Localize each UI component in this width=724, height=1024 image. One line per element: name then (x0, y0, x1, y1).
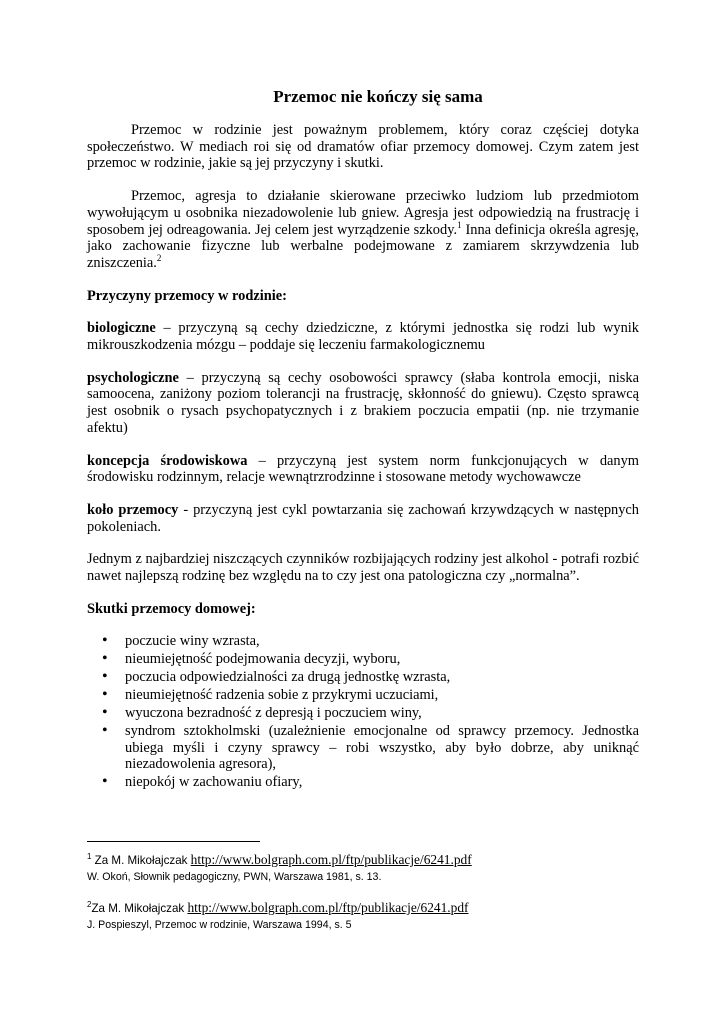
footnote-mark: 2 (87, 900, 92, 910)
footnote-link[interactable]: http://www.bolgraph.com.pl/ftp/publikacje/6241.pdf (190, 852, 472, 867)
list-item: • nieumiejętność radzenia sobie z przykrymi uczuciami, (87, 687, 639, 704)
footnote-separator (87, 841, 260, 842)
intro-paragraph-1: Przemoc w rodzinie jest poważnym problemem, który coraz częściej dotyka społeczeństwo. W mediach roi się od dramatów ofiar przemocy domowej. Czym zatem jest przemoc w rodzinie, jakie są jej przyczyny i skutki. (87, 122, 639, 172)
footnote-prefix: Za M. Mikołajczak (91, 854, 191, 867)
document-body (87, 86, 639, 792)
footnotes (87, 841, 647, 933)
footnote-mark: 1 (87, 852, 92, 862)
intro-paragraph-2-part-b: Inna definicja określa agresję, jako zachowanie fizyczne lub werbalne podejmowane z zamiarem skrzywdzenia lub zniszczenia. (87, 221, 639, 271)
cause-text: – przyczyną są cechy dziedziczne, z którymi jednostka się rodzi lub wynik mikrouszkodzenia mózgu – poddaje się leczeniu farmakologicznemu (87, 320, 639, 354)
cause-term: biologiczne (87, 320, 156, 337)
cause-term: koło przemocy (87, 501, 179, 518)
cause-environmental (87, 453, 639, 486)
footnote-link[interactable]: http://www.bolgraph.com.pl/ftp/publikacje/6241.pdf (187, 900, 469, 915)
cause-violence-cycle (87, 502, 639, 535)
effects-list (87, 633, 639, 790)
cause-psychological (87, 370, 639, 437)
list-item: • nieumiejętność podejmowania decyzji, wyboru, (87, 651, 639, 668)
document-title: Przemoc nie kończy się sama (273, 87, 483, 106)
intro-paragraph-2-part-a: Przemoc, agresja to działanie skierowane przeciwko ludziom lub przedmiotom wywołującym u osobnika niezadowolenie lub gniew. Agresja jest odpowiedzią na frustrację i sposobem jej odreagowania. Jej celem jest wyrządzenie szkody. (87, 188, 639, 238)
footnote-1 (87, 852, 647, 869)
list-item: • syndrom sztokholmski (uzależnienie emocjonalne od sprawcy przemocy. Jednostka ubiega myśli i czyny sprawcy – robi wszystko, aby było dobrze, aby uniknąć niezadowolenia agresora), (87, 723, 639, 773)
effects-heading: Skutki przemocy domowej: (87, 600, 256, 617)
cause-biological (87, 320, 639, 353)
footnote-ref-2[interactable]: 2 (156, 253, 162, 264)
cause-text: - przyczyną jest cykl powtarzania się zachowań krzywdzących w następnych pokoleniach. (87, 501, 639, 535)
cause-term: koncepcja środowiskowa (87, 452, 248, 469)
cause-term: psychologiczne (87, 369, 179, 386)
footnote-ref-1[interactable]: 1 (457, 219, 462, 230)
list-item: • poczucie winy wzrasta, (87, 633, 639, 650)
footnote-2 (87, 900, 647, 917)
cause-text: – przyczyną są cechy osobowości sprawcy (słaba kontrola emocji, niska samoocena, zaniżony poziom tolerancji na frustrację, skłonność do gniewu). Często sprawcą jest osobnik o rysach psychopatycznych i z brakiem poczucia empatii (np. nie trzymanie afektu) (87, 369, 639, 436)
cause-text: – przyczyną jest system norm funkcjonujących w danym środowisku rodzinnym, relacje wewnątrzrodzinne i stosowane metody wychowawcze (87, 452, 639, 486)
footnote-1-source: W. Okoń, Słownik pedagogiczny, PWN, Warszawa 1981, s. 13. (87, 871, 382, 883)
list-item: • niepokój w zachowaniu ofiary, (87, 774, 639, 791)
causes-heading: Przyczyny przemocy w rodzinie: (87, 287, 287, 304)
intro-paragraph-2 (87, 188, 639, 272)
footnote-prefix: Za M. Mikołajczak (91, 902, 188, 915)
alcohol-paragraph: Jednym z najbardziej niszczących czynników rozbijających rodziny jest alkohol - potrafi rozbić nawet najlepszą rodzinę bez względu na to czy jest ona patologiczna czy „normalna”. (87, 551, 639, 585)
footnote-2-source: J. Pospieszyl, Przemoc w rodzinie, Warszawa 1994, s. 5 (87, 919, 352, 931)
list-item: • poczucia odpowiedzialności za drugą jednostkę wzrasta, (87, 669, 639, 686)
list-item: • wyuczona bezradność z depresją i poczuciem winy, (87, 705, 639, 722)
